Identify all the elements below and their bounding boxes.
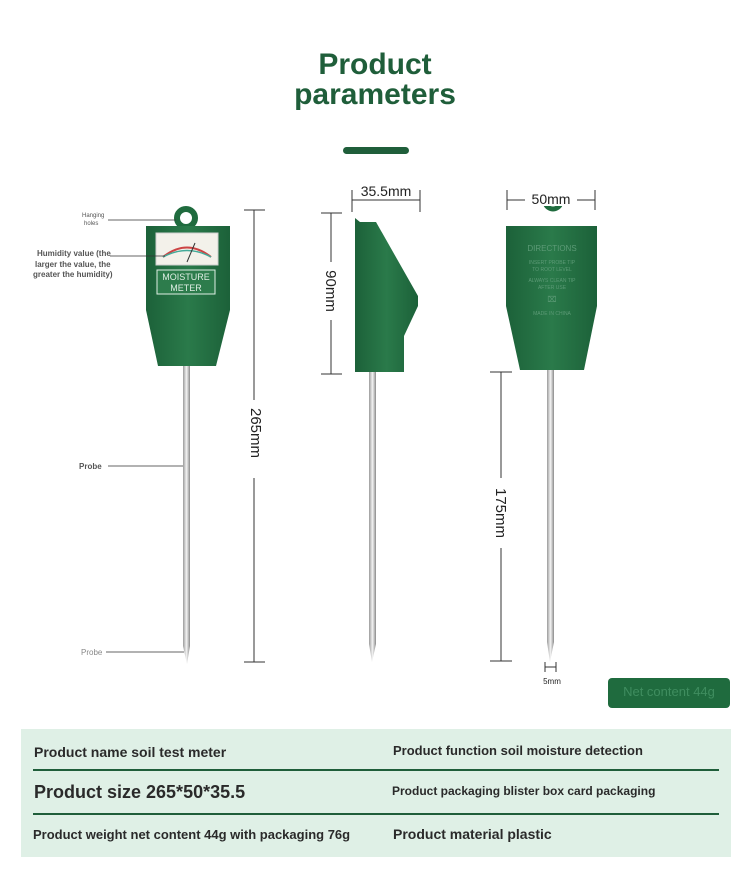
hanging-holes-label-2: holes [84,221,99,227]
title-line-1: Product [318,48,432,81]
spec-function: Product function soil moisture detection [393,743,643,758]
back-line-2: TO ROOT LEVEL [532,267,572,273]
back-directions: DIRECTIONS [527,244,577,253]
dimension-head-depth [352,183,420,212]
recycle-icon: ⌧ [547,295,557,304]
front-view [33,209,265,664]
side-probe-tip [369,644,376,662]
spec-name: Product name soil test meter [34,744,227,760]
dimension-head-height [321,213,342,374]
back-probe [547,370,554,642]
dimension-probe-length [490,372,512,661]
front-label-line-2: METER [170,283,202,293]
spec-packaging: Product packaging blister box card packaging [392,784,656,798]
title-line-2: parameters [294,78,456,111]
dimension-total-length [244,210,265,662]
probe-label-top: Probe [79,462,102,471]
front-probe-tip [183,646,190,664]
side-head [355,218,418,372]
back-probe-tip [547,642,554,662]
row-divider-1 [33,769,719,771]
dimension-probe-tip [543,662,561,686]
humidity-label-line-1: Humidity value (the [37,249,111,258]
back-view [490,190,597,686]
front-label-line-1: MOISTURE [162,272,210,282]
spec-weight: Product weight net content 44g with packaging 76g [33,827,351,842]
humidity-label-line-3: greater the humidity) [33,270,113,279]
head-height-value: 90mm [322,270,339,312]
hanging-holes-label: Hanging [82,213,105,219]
row-divider-2 [33,813,719,815]
probe-length-value: 175mm [492,487,509,539]
spec-table [21,729,731,857]
head-depth-value: 35.5mm [360,183,412,199]
back-line-1: INSERT PROBE TIP [528,260,576,266]
back-line-3: ALWAYS CLEAN TIP [528,278,576,284]
spec-size: Product size 265*50*35.5 [34,782,246,802]
head-width-value: 50mm [531,191,571,207]
total-length-value: 265mm [247,407,264,459]
probe-label-bottom: Probe [81,648,103,657]
humidity-label-line-2: larger the value, the [35,260,111,269]
back-line-4: AFTER USE [537,285,567,291]
spec-material: Product material plastic [393,826,552,842]
front-probe [183,366,190,646]
hanging-hole [177,209,195,227]
net-content-badge: Net content 44g [608,678,730,708]
side-probe [369,372,376,644]
meter-window [156,233,218,265]
probe-tip-value: 5mm [543,677,561,686]
back-made: MADE IN CHINA [533,311,571,317]
side-view [321,183,420,662]
